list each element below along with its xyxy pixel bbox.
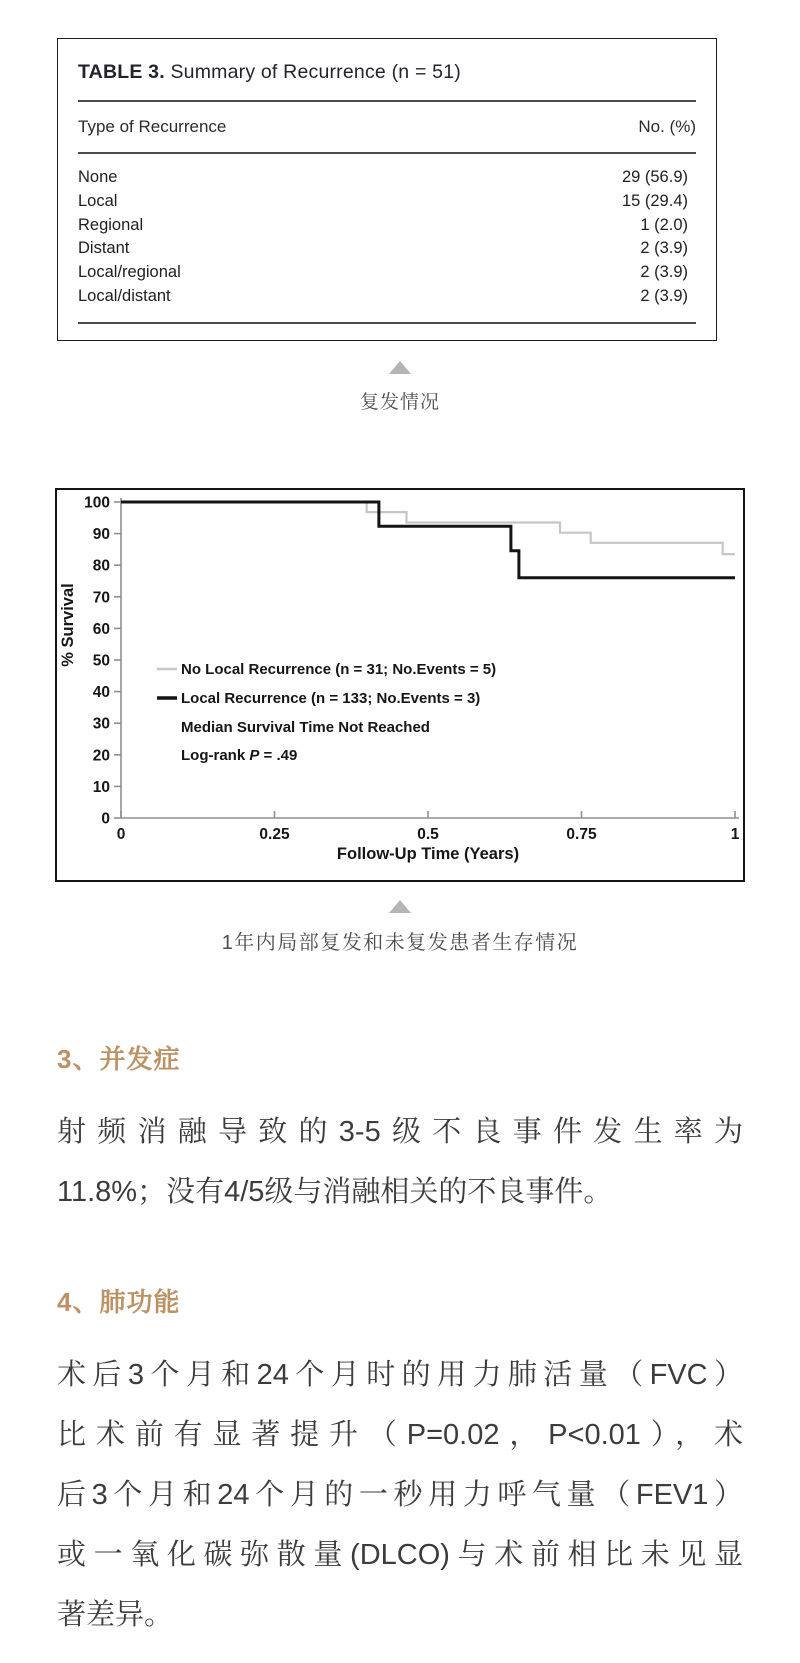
table-row	[78, 190, 696, 214]
svg-text:40: 40	[92, 683, 110, 701]
svg-text:0: 0	[116, 825, 126, 843]
row-type: Local/distant	[78, 286, 171, 305]
survival-chart-card	[55, 488, 745, 882]
svg-text:% Survival: % Survival	[59, 583, 77, 667]
svg-text:1: 1	[730, 825, 740, 843]
svg-text:20: 20	[92, 747, 110, 765]
table-row	[78, 261, 696, 285]
km-chart-svg	[57, 490, 743, 880]
row-type: Regional	[78, 215, 144, 234]
svg-text:No Local Recurrence (n = 31; N: No Local Recurrence (n = 31; No.Events = 5)	[181, 660, 497, 678]
svg-text:Median Survival Time Not Reach: Median Survival Time Not Reached	[181, 718, 430, 736]
table-title-text: Summary of Recurrence (n = 51)	[164, 61, 461, 83]
svg-text:30: 30	[92, 715, 110, 733]
table-row	[78, 285, 696, 309]
svg-text:0.75: 0.75	[566, 825, 597, 843]
row-value: 2 (3.9)	[640, 263, 688, 282]
svg-text:100: 100	[84, 494, 110, 512]
table-body	[78, 154, 696, 322]
section-heading-lung-function: 4、肺功能	[57, 1286, 181, 1317]
row-type: None	[78, 168, 118, 186]
svg-text:0: 0	[101, 810, 110, 828]
svg-text:60: 60	[92, 620, 110, 638]
svg-text:10: 10	[92, 778, 110, 796]
row-type: Distant	[78, 239, 130, 258]
paragraph-lung-function	[57, 1345, 743, 1645]
table-title	[78, 61, 696, 84]
row-value: 2 (3.9)	[640, 286, 688, 305]
table-row	[78, 166, 696, 190]
recurrence-summary-table	[57, 38, 717, 341]
table-title-label: TABLE 3.	[78, 61, 165, 83]
paragraph-line: 比术前有显著提升（P=0.02，P<0.01），术	[57, 1418, 743, 1451]
paragraph-line: 术后3个月和24个月时的用力肺活量（FVC）	[57, 1358, 743, 1391]
svg-text:Follow-Up Time (Years): Follow-Up Time (Years)	[336, 844, 520, 863]
up-triangle-icon	[389, 361, 411, 374]
row-value: 2 (3.9)	[640, 239, 688, 258]
section-heading-complications: 3、并发症	[57, 1043, 181, 1074]
row-type: Local	[78, 191, 118, 210]
paragraph-line: 11.8%；没有4/5级与消融相关的不良事件。	[57, 1175, 613, 1208]
table-rule-bottom	[78, 322, 696, 324]
row-type: Local/regional	[78, 263, 181, 282]
svg-text:90: 90	[92, 525, 110, 543]
row-value: 15 (29.4)	[621, 191, 688, 210]
paragraph-line: 或一氧化碳弥散量(DLCO)与术前相比未见显	[57, 1538, 743, 1571]
column-header-no: No. (%)	[638, 117, 696, 136]
up-triangle-icon	[389, 900, 411, 913]
svg-text:80: 80	[92, 557, 110, 575]
svg-text:0.25: 0.25	[259, 825, 290, 843]
svg-text:Local Recurrence (n = 133; No.: Local Recurrence (n = 133; No.Events = 3)	[181, 689, 481, 707]
svg-text:50: 50	[92, 652, 110, 670]
paragraph-line: 后3个月和24个月的一秒用力呼气量（FEV1）	[57, 1478, 743, 1511]
row-value: 29 (56.9)	[621, 168, 688, 186]
chart-caption-block	[0, 900, 800, 955]
table-caption-block	[0, 361, 800, 414]
table-header-row	[78, 102, 696, 152]
chart-caption: 1年内局部复发和未复发患者生存情况	[221, 931, 579, 954]
paragraph-complications	[57, 1102, 743, 1222]
table-caption: 复发情况	[359, 391, 440, 413]
svg-text:Log-rank P = .49: Log-rank P = .49	[181, 746, 298, 764]
column-header-type: Type of Recurrence	[78, 117, 227, 136]
row-value: 1 (2.0)	[640, 215, 688, 234]
paragraph-line: 射频消融导致的3-5级不良事件发生率为	[57, 1115, 743, 1148]
svg-text:70: 70	[92, 589, 110, 607]
svg-text:0.5: 0.5	[417, 825, 439, 843]
table-row	[78, 214, 696, 238]
paragraph-line: 著差异。	[57, 1598, 174, 1631]
table-row	[78, 237, 696, 261]
